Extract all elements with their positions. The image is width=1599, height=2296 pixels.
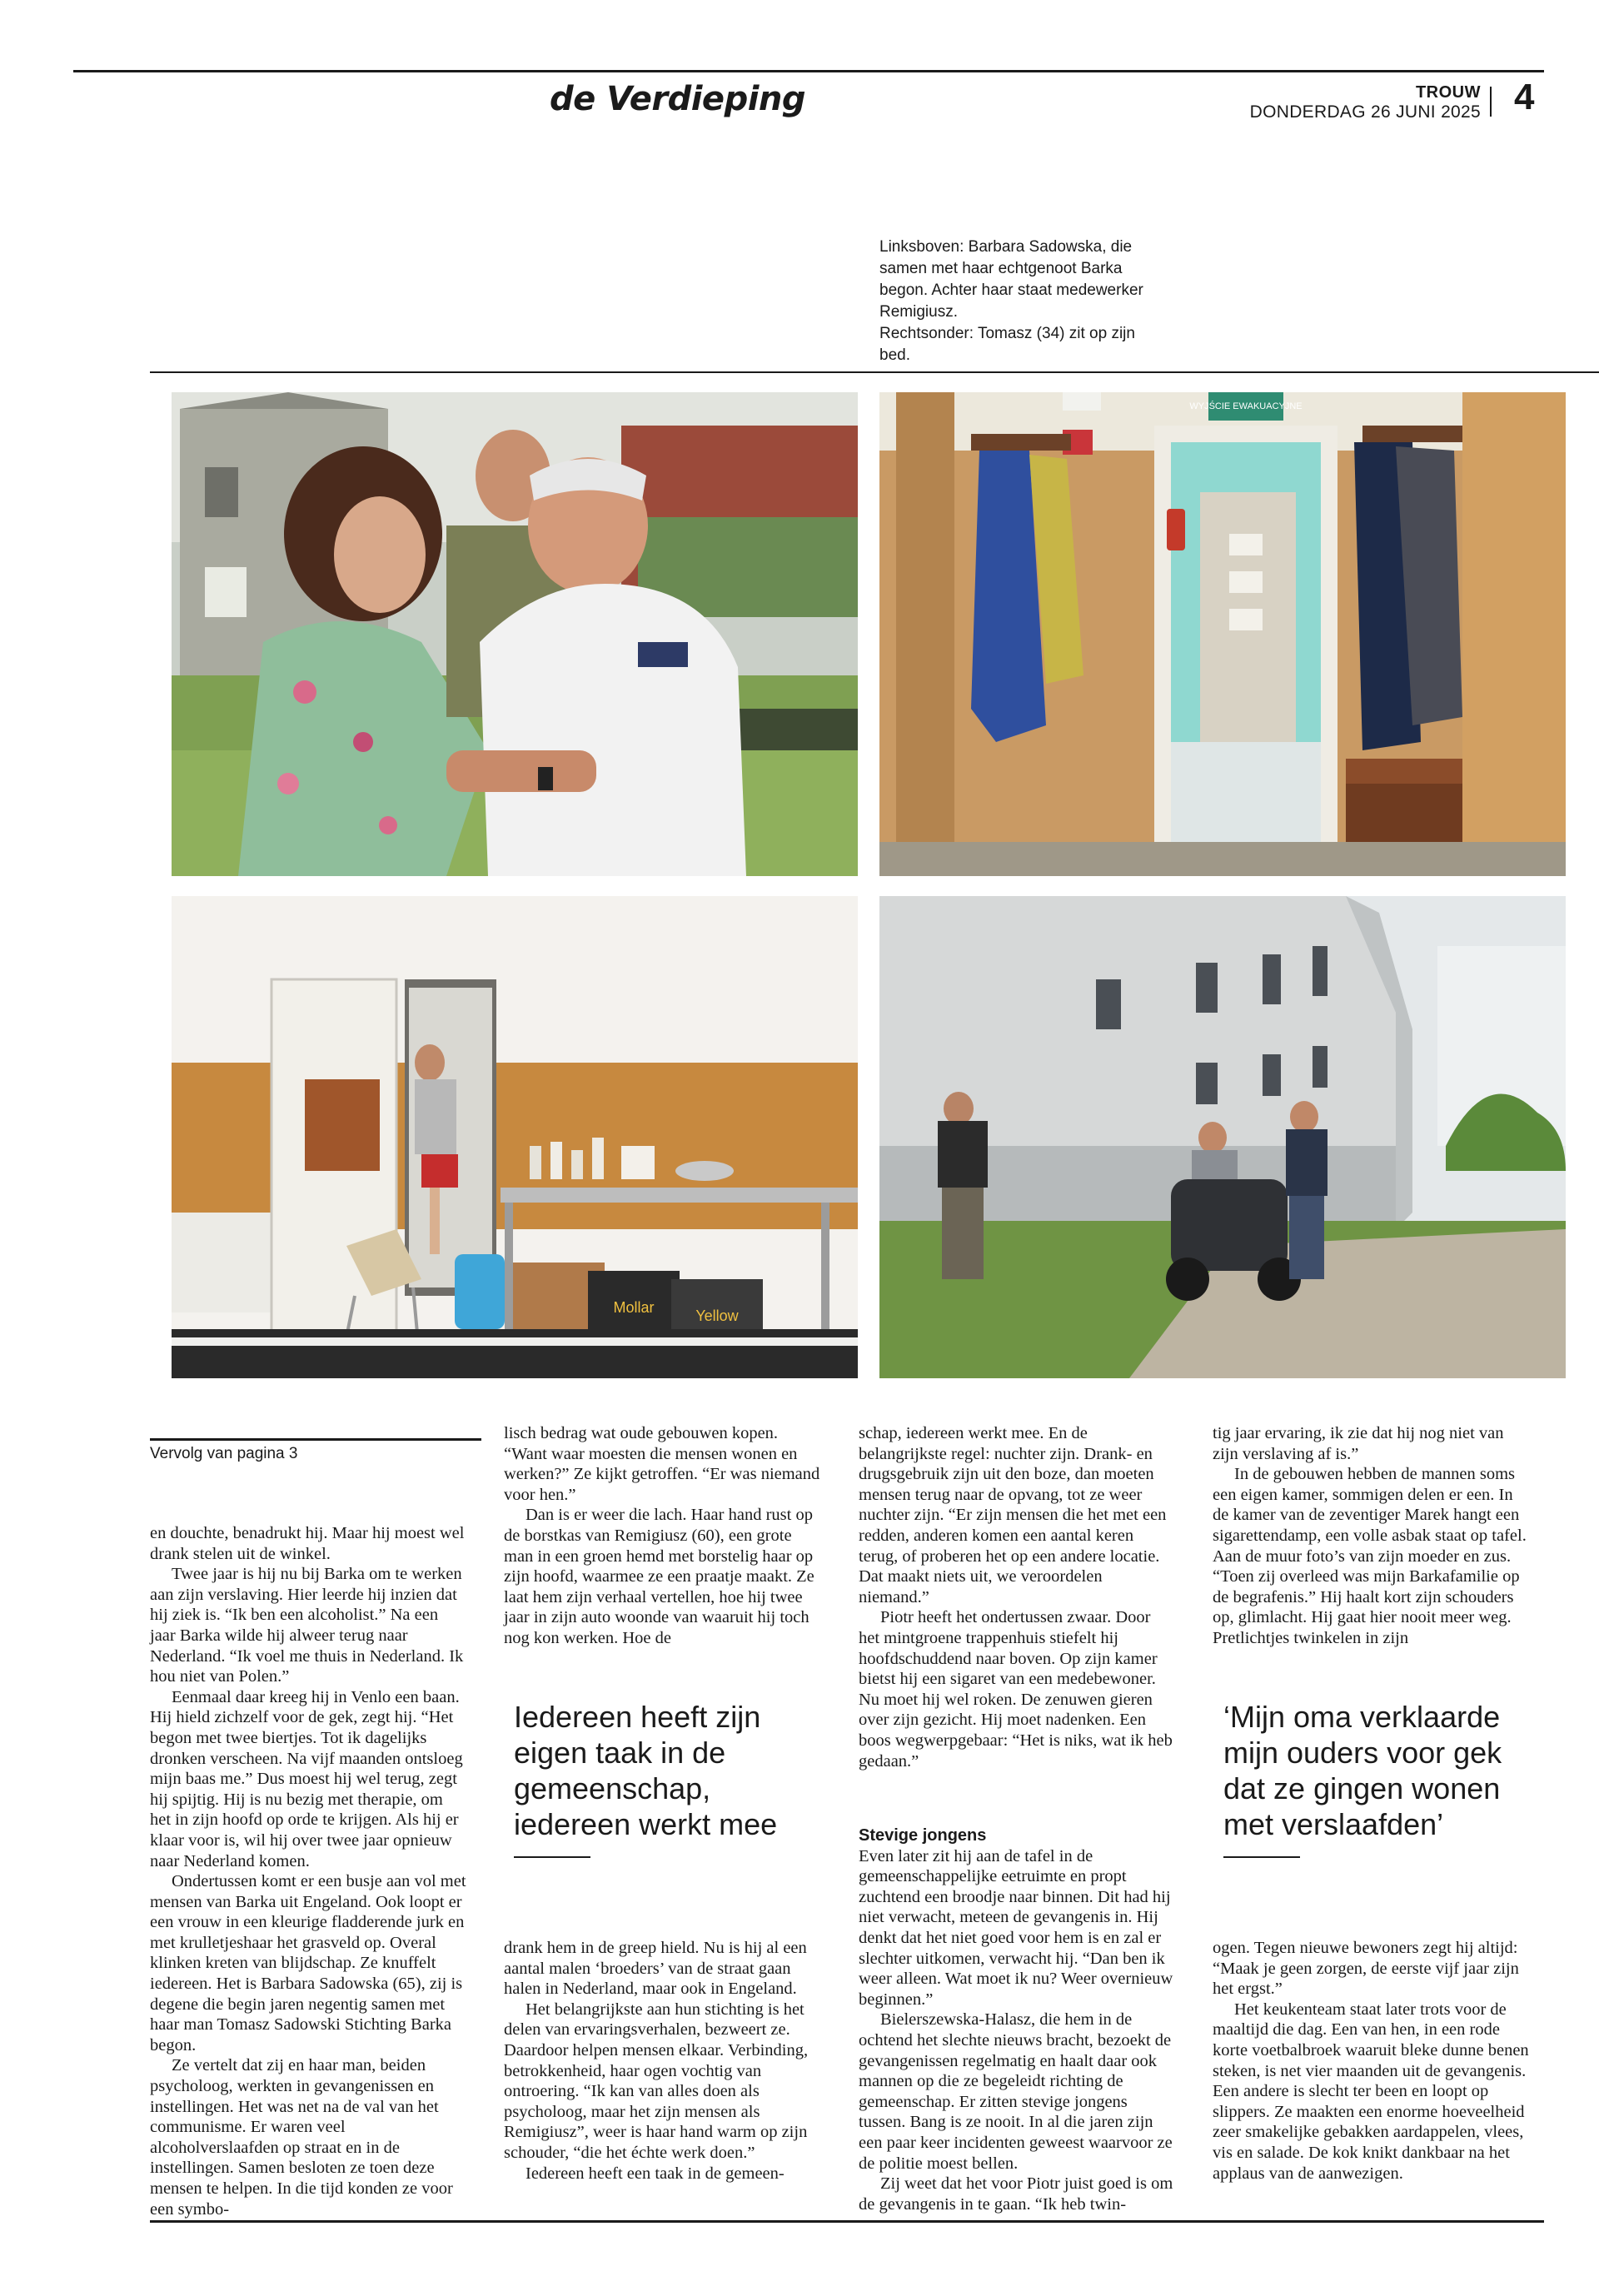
newspaper-name: TROUW: [1415, 83, 1481, 102]
paragraph: Twee jaar is hij nu bij Barka om te werken aan zijn verslaving. Hier leerde hij inzien dat hij ziek is. “Ik ben een alcoholist.” Na een jaar Barka wilde hij alweer terug naar Nederland. “Ik voel me thuis in Nederland. Ik hou niet van Polen.”: [150, 1565, 464, 1686]
paragraph: Ze vertelt dat zij en haar man, beiden psycholoog, werkten in gevangenissen en instellingen. Het was net na de val van het communisme. Er waren veel alcoholverslaafden op straat en in de instellingen. Samen besloten ze toen deze mensen te helpen. In die tijd konden ze voor een symbo-: [150, 2056, 453, 2219]
pull-quote-rule: [514, 1856, 590, 1858]
section-title: de Verdieping: [550, 80, 806, 118]
article-column-3-bottom: [859, 1825, 1175, 2214]
photo-hallway: [879, 392, 1566, 876]
paragraph: drank hem in de greep hield. Nu is hij al een aantal malen ‘broeders’ van de straat gaan halen in Nederland, maar ook in Engeland.: [504, 1939, 807, 1999]
article-column-2-top: [504, 1423, 820, 1649]
top-rule: [73, 70, 1544, 72]
issue-date: DONDERDAG 26 JUNI 2025: [1249, 102, 1481, 122]
paragraph: Eenmaal daar kreeg hij in Venlo een baan. Hij hield zichzelf voor de gek, zegt hij. “Het begon met twee biertjes. Tot ik dagelijks dronken verscheen. Na vijf maanden ontsloeg mijn baas me.” Dus moest hij wel terug, zegt hij spijtig. Hij is nu bezig met therapie, om het in zijn hoofd op orde te krijgen. Als hij er klaar voor is, wil hij over twee jaar opnieuw naar Nederland komen.: [150, 1687, 463, 1870]
paragraph: tig jaar ervaring, ik zie dat hij nog niet van zijn verslaving af is.”: [1213, 1424, 1504, 1463]
article-column-2-bottom: [504, 1938, 820, 2184]
caption-line: samen met haar echtgenoot Barka: [879, 260, 1123, 277]
paragraph: Ondertussen komt er een busje aan vol met mensen van Barka uit Engeland. Ook loopt er een vrouw in een kleurige fladderende jurk en met krulletjeshaar het grasveld op. Overal klinken kreten van blijdschap. Ze knuffelt iedereen. Het is Barbara Sadowska (65), zij is degene die begin jaren negentig samen met haar man Tomasz Sadowski Stichting Barka begon.: [150, 1872, 466, 2054]
paragraph: Het keukenteam staat later trots voor de maaltijd die dag. Een van hen, in een rode korte voetbalbroek waaruit bleke dunne benen steken, is net vier maanden uit de gevangenis. Een andere is slecht ter been en loopt op slippers. Ze maakten een enorme hoeveelheid zeer smakelijke gebakken aardappelen, vlees, vis en salade. De kok knikt dankbaar na het applaus van de aanwezigen.: [1213, 2000, 1529, 2183]
masthead: [1249, 82, 1481, 122]
caption-line: bed.: [879, 346, 910, 364]
article-column-3-top: [859, 1423, 1175, 1771]
page-number: 4: [1514, 77, 1535, 117]
paragraph: Zij weet dat het voor Piotr juist goed is om de gevangenis in te gaan. “Ik heb twin-: [859, 2174, 1173, 2214]
paragraph: Bielerszewska-Halasz, die hem in de ochtend het slechte nieuws bracht, bezoekt de gevangenissen regelmatig en haalt daar ook mannen op die ze begeleidt richting de gemeenschap. Er zitten stevige jongens tussen. Bang is ze nooit. In al die jaren zijn een paar keer incidenten geweest waarvoor ze de politie moest bellen.: [859, 2010, 1173, 2173]
paragraph: Piotr heeft het ondertussen zwaar. Door het mintgroene trappenhuis stiefelt hij hoofdschuddend naar boven. Op zijn kamer bietst hij een sigaret van een medebewoner. Nu moet hij wel roken. De zenuwen gieren over zijn gezicht. Hij moet nadenken. Een boos wegwerpgebaar: “Het is niks, wat ik heb gedaan.”: [859, 1608, 1173, 1771]
paragraph: lisch bedrag wat oude gebouwen kopen. “Want waar moesten die mensen wonen en werken?” Ze kijkt getroffen. “Er was niemand voor hen.”: [504, 1424, 820, 1504]
continued-from: Vervolg van pagina 3: [150, 1445, 298, 1462]
paragraph: Dan is er weer die lach. Haar hand rust op de borstkas van Remigiusz (60), een grote man in een groen hemd met borstelig haar op zijn hoofd, waarmee ze een praatje maakt. Ze laat hem zijn verhaal vertellen, hoe hij twee jaar in zijn auto woonde van waaruit hij toch nog kon werken. Hoe de: [504, 1506, 814, 1647]
paragraph: ogen. Tegen nieuwe bewoners zegt hij altijd: “Maak je geen zorgen, de eerste vijf jaar zijn het ergst.”: [1213, 1939, 1519, 1999]
paragraph: schap, iedereen werkt mee. En de belangrijkste regel: nuchter zijn. Drank- en drugsgebruik zijn uit den boze, dan moeten mensen terug naar de opvang, tot ze weer nuchter zijn. “Er zijn mensen die het met een redden, anderen komen een aantal keren terug, of proberen het op een andere locatie. Dat maakt niets uit, we veroordelen niemand.”: [859, 1424, 1167, 1606]
caption-line: Linksboven: Barbara Sadowska, die: [879, 238, 1133, 256]
paragraph: en douchte, benadrukt hij. Maar hij moest wel drank stelen uit de winkel.: [150, 1524, 465, 1563]
article-column-4-top: [1213, 1423, 1529, 1649]
caption-line: Rechtsonder: Tomasz (34) zit op zijn: [879, 325, 1135, 342]
caption-line: Remigiusz.: [879, 303, 958, 321]
continued-rule: [150, 1438, 481, 1441]
paragraph: Iedereen heeft een taak in de gemeen-: [526, 2164, 785, 2183]
article-column-1: [150, 1523, 466, 2219]
crate-label-yellow: Yellow: [695, 1307, 739, 1324]
masthead-separator: [1490, 87, 1492, 117]
bottom-rule: [150, 2220, 1544, 2223]
photo-caption: [879, 237, 1179, 366]
crate-label-mollar: Mollar: [613, 1299, 655, 1316]
caption-line: begon. Achter haar staat medewerker: [879, 281, 1143, 299]
photo-barbara-and-men: [172, 392, 858, 876]
exit-sign: WYJŚCIE EWAKUACYJNE: [1189, 401, 1303, 411]
paragraph: Het belangrijkste aan hun stichting is het delen van ervaringsverhalen, bezweert ze. Daardoor helpen mensen elkaar. Verbinding, betrokkenheid, haar ogen vochtig van ontroering. “Ik kan van alles doen als psycholoog, maar het zijn mensen als Remigiusz”, weer is haar hand warm op zijn schouder, “die het échte werk doen.”: [504, 2000, 809, 2162]
caption-rule: [150, 371, 1599, 373]
paragraph: In de gebouwen hebben de mannen soms een eigen kamer, sommigen delen er een. In de kamer van de zeventiger Marek hangt een sigarettendamp, een volle asbak staat op tafel. Aan de muur foto’s van zijn moeder en zus. “Toen zij overleed was mijn Barkafamilie op de begrafenis.” Hij haalt kort zijn schouders op, glimlacht. Hij gaat hier nooit meer weg. Pretlichtjes twinkelen in zijn: [1213, 1465, 1527, 1647]
article-column-4-bottom: [1213, 1938, 1529, 2184]
pull-quote-rule: [1223, 1856, 1300, 1858]
photo-kitchen: [172, 896, 858, 1378]
pull-quote: Iedereen heeft zijn eigen taak in de gemeenschap, iedereen werkt mee: [514, 1700, 778, 1841]
pull-quote: ‘Mijn oma verklaarde mijn ouders voor gek dat ze gingen wonen met verslaafden’: [1223, 1700, 1502, 1841]
photo-building-exterior: [879, 896, 1566, 1378]
paragraph: Even later zit hij aan de tafel in de gemeenschappelijke eetruimte en propt zuchtend een broodje naar binnen. Dit had hij niet verwacht, meteen de gevangenis in. Hij denkt dat het niet goed voor hem is en zal er slechter uitkomen, verwacht hij. “Dan ben ik weer alleen. Wat moet ik nu? Weer overnieuw beginnen.”: [859, 1846, 1173, 2009]
subheading: Stevige jongens: [859, 1826, 987, 1845]
